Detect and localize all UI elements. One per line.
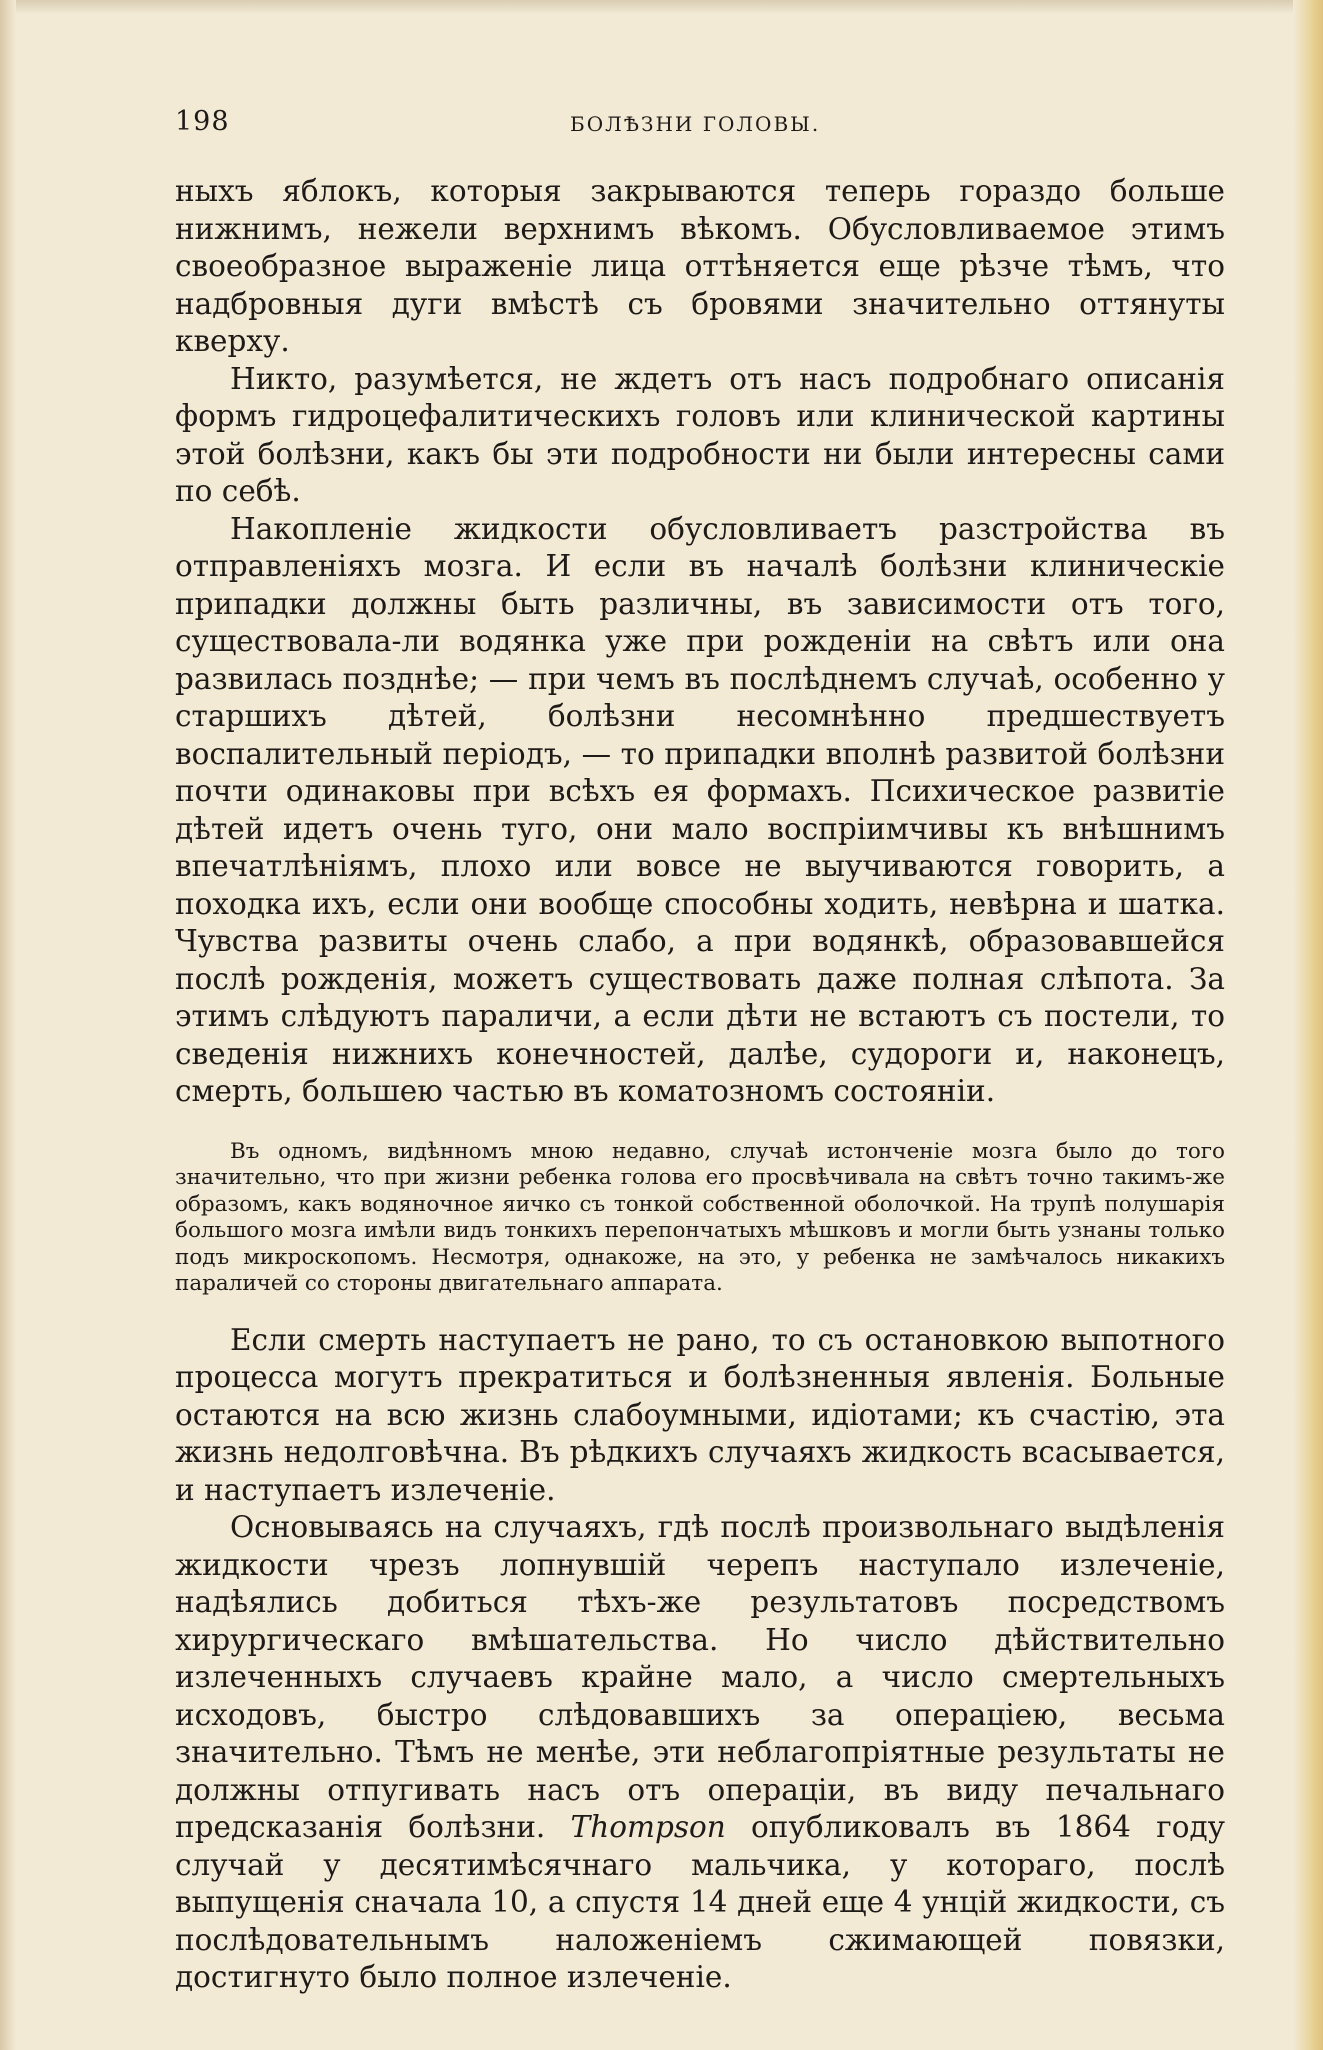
author-name: Thompson: [570, 1810, 726, 1844]
paragraph-1: ныхъ яблокъ, которыя закрываются теперь гораздо больше нижнимъ, нежели верхнимъ вѣкомъ. Обусловливаемое этимъ своеобразное выраженіе лица оттѣняется еще рѣзче тѣмъ, что надбровныя дуги вмѣстѣ съ бровями значительно оттянуты кверху.: [175, 174, 1225, 358]
paragraph-5: [175, 1509, 1225, 1997]
page-left-edge: [0, 0, 16, 2050]
running-title: БОЛѢЗНИ ГОЛОВЫ.: [570, 112, 821, 136]
page-number: 198: [175, 106, 230, 137]
page-top-edge: [0, 0, 1323, 14]
paragraph-5-text-after: опубликовалъ въ 1864 году случай у десятимѣсячнаго мальчика, у котораго, послѣ выпущенія сначала 10, а спустя 14 дней еще 4 унцій жидкости, съ послѣдовательнымъ наложеніемъ сжимающей повязки, достигнуто было полное излеченіе.: [175, 1810, 1225, 1994]
paragraph-2: Никто, разумѣется, не ждетъ отъ насъ подробнаго описанія формъ гидроцефалитическихъ головъ или клинической картины этой болѣзни, какъ бы эти подробности ни были интересны сами по себѣ.: [175, 361, 1225, 508]
paragraph-5-text-before: Основываясь на случаяхъ, гдѣ послѣ произвольнаго выдѣленія жидкости чрезъ лопнувшій черепъ наступало излеченіе, надѣялись добиться тѣхъ-же результатовъ посредствомъ хирургическаго вмѣшательства. Но число дѣйствительно излеченныхъ случаевъ крайне мало, а число смертельныхъ исходовъ, быстро слѣдовавшихъ за операціею, весьма значительно. Тѣмъ не менѣе, эти неблагопріятные результаты не должны отпугивать насъ отъ операціи, въ виду печальнаго предсказанія болѣзни.: [175, 1510, 1225, 1844]
footnote: Въ одномъ, видѣнномъ мною недавно, случаѣ истонченіе мозга было до того значительно, что при жизни ребенка голова его просвѣчивала на свѣтъ точно такимъ-же образомъ, какъ водяночное яичко съ тонкой собственной оболочкой. На трупѣ полушарія большого мозга имѣли видъ тонкихъ перепончатыхъ мѣшковъ и могли быть узнаны только подъ микроскопомъ. Несмотря, однакоже, на это, у ребенка не замѣчалось никакихъ параличей со стороны двигательнаго аппарата.: [175, 1138, 1225, 1296]
paragraph-4: Если смерть наступаетъ не рано, то съ остановкою выпотного процесса могутъ прекратиться и болѣзненныя явленія. Больные остаются на всю жизнь слабоумными, идіотами; къ счастію, эта жизнь недолговѣчна. Въ рѣдкихъ случаяхъ жидкость всасывается, и наступаетъ излеченіе.: [175, 1322, 1225, 1507]
page-header: [175, 106, 1225, 146]
main-text: [175, 173, 1225, 1997]
paragraph-3: Накопленіе жидкости обусловливаетъ разстройства въ отправленіяхъ мозга. И если въ началѣ болѣзни клиническіе припадки должны быть различны, въ зависимости отъ того, существовала-ли водянка уже при рожденіи на свѣтъ или она развилась позднѣе; — при чемъ въ послѣднемъ случаѣ, особенно у старшихъ дѣтей, болѣзни несомнѣнно предшествуетъ воспалительный періодъ, — то припадки вполнѣ развитой болѣзни почти одинаковы при всѣхъ ея формахъ. Психическое развитіе дѣтей идетъ очень туго, они мало воспріимчивы къ внѣшнимъ впечатлѣніямъ, плохо или вовсе не выучиваются говорить, а походка ихъ, если они вообще способны ходить, невѣрна и шатка. Чувства развиты очень слабо, а при водянкѣ, образовавшейся послѣ рожденія, можетъ существовать даже полная слѣпота. За этимъ слѣдуютъ параличи, а если дѣти не встаютъ съ постели, то сведенія нижнихъ конечностей, далѣе, судороги и, наконецъ, смерть, большею частью въ коматозномъ состояніи.: [175, 511, 1225, 1108]
page-right-edge: [1293, 0, 1323, 2050]
